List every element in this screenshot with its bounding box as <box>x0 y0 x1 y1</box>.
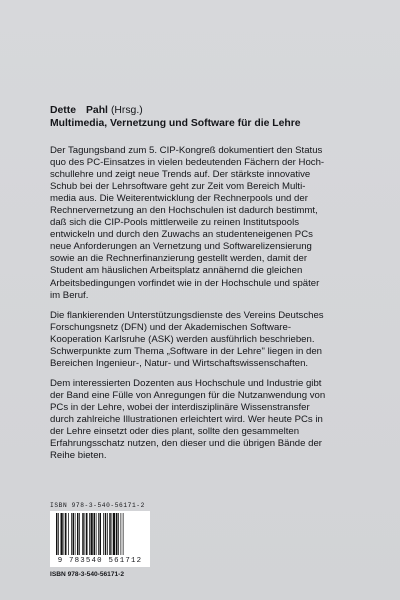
barcode-bar <box>121 513 122 555</box>
text-line: Reihe bieten. <box>50 450 107 462</box>
text-line: Forschungsnetz (DFN) und der Akademischen Software- <box>50 321 292 333</box>
text-line: sowie an die Rechnerfinanzierung gestellt werden, damit der <box>50 253 308 265</box>
barcode-bar <box>64 513 65 555</box>
text-line: Schub bei der Lehrsoftware geht zur Zeit vom Bereich Multi- <box>50 181 306 193</box>
barcode-bar <box>61 513 63 555</box>
barcode-bar <box>109 513 111 555</box>
editor-name-1: Dette <box>50 105 76 116</box>
blurb-paragraph-1 <box>50 145 362 302</box>
barcode-bar <box>58 513 59 555</box>
text-line: im Beruf. <box>50 289 89 301</box>
barcode-bar <box>75 513 76 555</box>
barcode-bar <box>65 513 67 555</box>
barcode-bar <box>98 513 99 555</box>
text-line: daß sich die CIP-Pools mittlerweile zu reinen Institutspools <box>50 217 300 229</box>
barcode-bar <box>79 513 80 555</box>
barcode-bar <box>56 513 58 555</box>
text-line: der Band eine Fülle von Anregungen für die Nutzanwendung von <box>50 389 326 401</box>
barcode-bar <box>85 513 86 555</box>
barcode-bar <box>91 513 93 555</box>
barcode-bars <box>50 513 150 555</box>
barcode-bar <box>71 513 72 555</box>
barcode-bar <box>112 513 113 555</box>
text-line: entwickeln und durch den Zuwachs an studenteneigenen PCs <box>50 229 313 241</box>
barcode-bar <box>107 513 108 555</box>
barcode-bar <box>123 513 124 555</box>
text-line: Dem interessierten Dozenten aus Hochschule und Industrie gibt <box>50 377 322 389</box>
editor-note: (Hrsg.) <box>110 105 143 116</box>
barcode-bar <box>118 513 119 555</box>
text-line: Erfahrungsschatz nutzen, den dieser und die übrigen Bände der <box>50 438 323 450</box>
text-line: durch zahlreiche Illustrationen erleichtert wird. Wer heute PCs in <box>50 413 323 425</box>
text-line: Student am häuslichen Arbeitsplatz annähernd die gleichen <box>50 265 303 277</box>
barcode-bar <box>73 513 75 555</box>
barcode-bar <box>113 513 115 555</box>
blurb-paragraph-2 <box>50 310 362 370</box>
barcode-bar <box>94 513 96 555</box>
book-title: Multimedia, Vernetzung und Software für die Lehre <box>50 118 301 129</box>
barcode-bar <box>82 513 84 555</box>
text-line: Schwerpunkte zum Thema „Software in der Lehre" liegen in den <box>50 345 323 357</box>
barcode-area <box>50 502 150 579</box>
barcode-bar <box>86 513 88 555</box>
text-line: schullehre und zeigt neue Trends auf. Der stärkste innovative <box>50 169 311 181</box>
text-line: media aus. Die Weiterentwicklung der Rechnerpools und der <box>50 193 308 205</box>
isbn-label-bottom: ISBN 978-3-540-56171-2 <box>50 571 125 578</box>
text-line: Arbeitsbedingungen vorfindet wie in der Hochschule und später <box>50 277 320 289</box>
barcode <box>50 511 150 567</box>
barcode-bar <box>105 513 107 555</box>
barcode-bar <box>68 513 69 555</box>
editor-name-2: Pahl <box>85 105 108 116</box>
text-line: Der Tagungsband zum 5. CIP-Kongreß dokumentiert den Status <box>50 145 323 156</box>
barcode-bar <box>96 513 97 555</box>
text-line: Kooperation Karlsruhe (ASK) werden ausführlich beschrieben. <box>50 333 315 345</box>
text-line: PCs in der Lehre, wobei der interdisziplinäre Wissenstransfer <box>50 401 310 413</box>
blurb-paragraph-3 <box>50 378 362 462</box>
barcode-bar <box>89 513 90 555</box>
barcode-bar <box>77 513 79 555</box>
barcode-digits: 9 783540 561712 <box>57 557 143 565</box>
text-line: Bereichen Ingenieur-, Natur- und Wirtschaftswissenschaften. <box>50 357 309 369</box>
cover-text-block <box>50 104 362 462</box>
text-line: quo des PC-Einsatzes in vielen bedeutenden Fächern der Hoch- <box>50 157 325 169</box>
text-line: neue Anforderungen an Vernetzung und Softwarelizensierung <box>50 241 312 253</box>
barcode-bar <box>100 513 102 555</box>
text-line: der Lehre einsetzt oder dies plant, sollte den gesammelten <box>50 426 300 438</box>
barcode-bar <box>116 513 118 555</box>
editors-line <box>50 104 362 117</box>
barcode-bar <box>103 513 104 555</box>
text-line: Rechnervernetzung an den Hochschulen ist dadurch bestimmt, <box>50 205 318 217</box>
text-line: Die flankierenden Unterstützungsdienste des Vereins Deutsches <box>50 309 324 321</box>
isbn-label-top: ISBN 978-3-540-56171-2 <box>50 502 145 509</box>
